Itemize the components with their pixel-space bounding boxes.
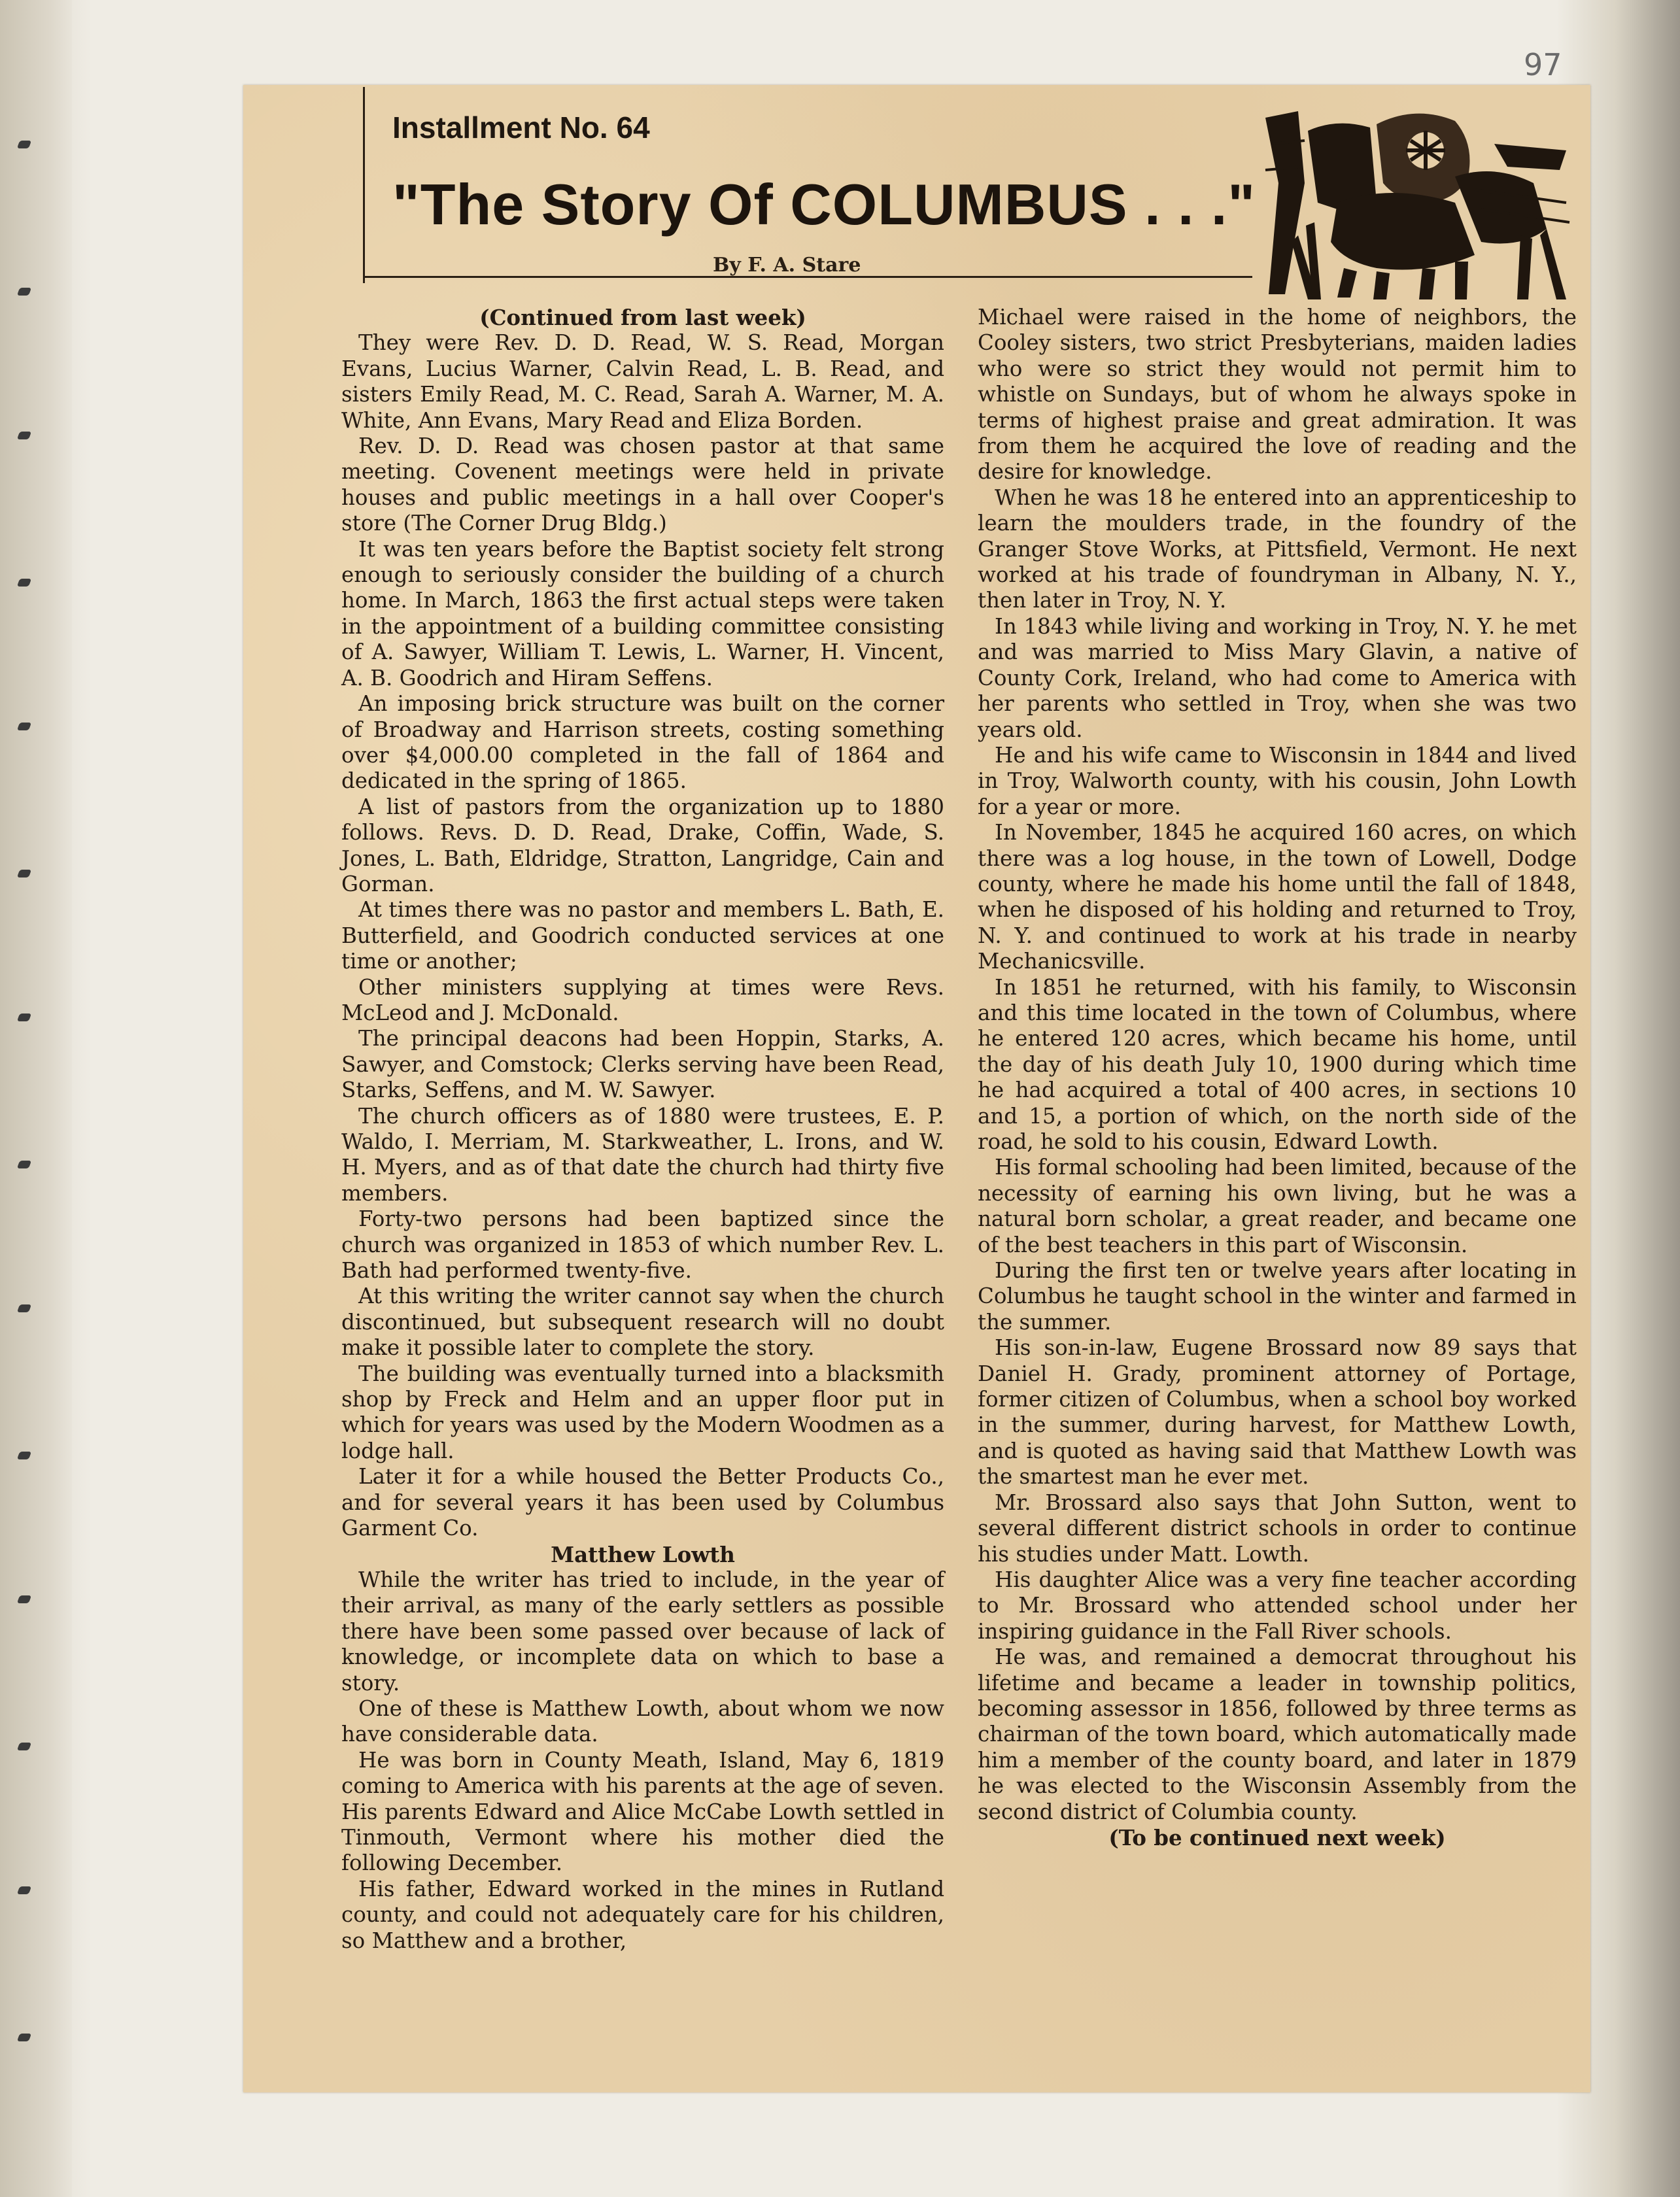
binder-strip [0,0,72,2197]
binder-hole [17,1886,31,1894]
right-column [978,305,1577,1850]
left-column [341,305,944,1954]
continued-note: (Continued from last week) [479,305,806,330]
binder-hole [17,432,31,439]
paragraph: Rev. D. D. Read was chosen pastor at that same meeting. Covenent meetings were held in private houses and public meetings in a hall over Cooper's store (The Corner Drug Bldg.) [341,434,944,536]
paragraph: The building was eventually turned into a blacksmith shop by Freck and Helm and an upper floor put in which for years was used by the Modern Woodmen as a lodge hall. [341,1361,944,1463]
paragraph: He was born in County Meath, Island, May 6, 1819 coming to America with his parents at the age of seven. His parents Edward and Alice McCabe Lowth settled in Tinmouth, Vermont where his mother died the following December. [341,1747,944,1876]
paragraph: His daughter Alice was a very fine teacher according to Mr. Brossard who attended school under her inspiring guidance in the Fall River schools. [978,1567,1577,1644]
binder-hole [17,288,31,296]
paragraph: In 1851 he returned, with his family, to Wisconsin and this time located in the town of Columbus, where he entered 120 acres, which became his home, until the day of his death July 10, 1900 during which time he had acquired a total of 400 acres, in sections 10 and 15, a portion of which, on the north side of the road, he sold to his cousin, Edward Lowth. [978,974,1577,1154]
paragraph: In 1843 while living and working in Troy, N. Y. he met and was married to Miss Mary Glavin, a native of County Cork, Ireland, who had come to America with her parents who settled in Troy, when she was two years old. [978,613,1577,742]
paragraph: While the writer has tried to include, in the year of their arrival, as many of the early settlers as possible there have been some passed over because of lack of knowledge, or incomplete data on which to base a story. [341,1567,944,1695]
binder-hole [17,1161,31,1168]
paragraph: Forty-two persons had been baptized since the church was organized in 1853 of which number Rev. L. Bath had performed twenty-five. [341,1206,944,1284]
paragraph: One of these is Matthew Lowth, about whom we now have considerable data. [341,1695,944,1747]
byline: By F. A. Stare [713,254,861,277]
paragraph: They were Rev. D. D. Read, W. S. Read, Morgan Evans, Lucius Warner, Calvin Read, L. B. Read, and sisters Emily Read, M. C. Read, Sarah A. Warner, M. A. White, Ann Evans, Mary Read and Eliza Borden. [341,330,944,433]
binder-hole [17,141,31,148]
binder-hole [17,870,31,877]
binder-hole [17,579,31,587]
binder-hole [17,1595,31,1603]
binder-hole [17,1304,31,1312]
header-rule-vertical [363,87,365,283]
paragraph: He and his wife came to Wisconsin in 1844 and lived in Troy, Walworth county, with his cousin, John Lowth for a year or more. [978,742,1577,819]
paragraph: At times there was no pastor and members L. Bath, E. Butterfield, and Goodrich conducted services at one time or another; [341,897,944,974]
paragraph: In November, 1845 he acquired 160 acres, on which there was a log house, in the town of Lowell, Dodge county, where he made his home until the fall of 1848, when he disposed of his holding and returned to Troy, N. Y. and continued to work at his trade in nearby Mechanicsville. [978,820,1577,974]
paragraph: He was, and remained a democrat throughout his lifetime and became a leader in township politics, becoming assessor in 1856, followed by three terms as chairman of the town board, which automatically made him a member of the county board, and later in 1879 he was elected to the Wisconsin Assembly from the second district of Columbia county. [978,1644,1577,1824]
paragraph: The church officers as of 1880 were trustees, E. P. Waldo, I. Merriam, M. Starkweather, L. Irons, and W. H. Myers, and as of that date the church had thirty five members. [341,1103,944,1206]
binder-hole [17,723,31,730]
paragraph: When he was 18 he entered into an apprenticeship to learn the moulders trade, in the foundry of the Granger Stove Works, at Pittsfield, Vermont. He next worked at his trade of foundryman in Albany, N. Y., then later in Troy, N. Y. [978,485,1577,613]
paragraph: His formal schooling had been limited, because of the necessity of earning his own living, but he was a natural born scholar, a great reader, and became one of the best teachers in this part of Wisconsin. [978,1155,1577,1257]
binder-hole [17,1743,31,1750]
paragraph: A list of pastors from the organization up to 1880 follows. Revs. D. D. Read, Drake, Coffin, Wade, S. Jones, L. Bath, Eldridge, Stratton, Langridge, Cain and Gorman. [341,794,944,896]
paragraph: Other ministers supplying at times were Revs. McLeod and J. McDonald. [341,974,944,1025]
paragraph: Michael were raised in the home of neighbors, the Cooley sisters, two strict Presbyterians, maiden ladies who were so strict they would not permit him to whistle on Sundays, but of whom he always spoke in terms of highest praise and great admiration. It was from them he acquired the love of reading and the desire for knowledge. [978,305,1577,485]
binder-hole [17,1452,31,1459]
binder-hole [17,2034,31,2041]
paragraph: His son-in-law, Eugene Brossard now 89 says that Daniel H. Grady, prominent attorney of Portage, former citizen of Columbus, when a school boy worked in the summer, during harvest, for Matthew Lowth, and is quoted as having said that Matthew Lowth was the smartest man he ever met. [978,1335,1577,1490]
installment-label: Installment No. 64 [392,111,650,145]
oxen-wagon-woodcut-icon [1259,105,1573,301]
binder-hole [17,1013,31,1021]
paragraph: An imposing brick structure was built on the corner of Broadway and Harrison streets, costing something over $4,000.00 completed in the fall of 1864 and dedicated in the spring of 1865. [341,691,944,794]
paragraph: Later it for a while housed the Better Products Co., and for several years it has been used by Columbus Garment Co. [341,1464,944,1541]
page-number: 97 [1524,47,1562,82]
paragraph: It was ten years before the Baptist society felt strong enough to seriously consider the building of a church home. In March, 1863 the first actual steps were taken in the appointment of a building committee consisting of A. Sawyer, William T. Lewis, L. Warner, H. Vincent, A. B. Goodrich and Hiram Seffens. [341,536,944,690]
paragraph: Mr. Brossard also says that John Sutton, went to several different district schools in order to continue his studies under Matt. Lowth. [978,1490,1577,1567]
paragraph: At this writing the writer cannot say when the church discontinued, but subsequent research will no doubt make it possible later to complete the story. [341,1284,944,1361]
article-title: "The Story Of COLUMBUS . . ." [392,172,1256,237]
paragraph: During the first ten or twelve years after locating in Columbus he taught school in the winter and farmed in the summer. [978,1258,1577,1335]
paragraph: The principal deacons had been Hoppin, Starks, A. Sawyer, and Comstock; Clerks serving have been Read, Starks, Seffens, and M. W. Sawyer. [341,1026,944,1103]
to-be-continued-note: (To be continued next week) [1108,1824,1446,1850]
paragraph: His father, Edward worked in the mines in Rutland county, and could not adequately care for his children, so Matthew and a brother, [341,1876,944,1953]
section-subhead: Matthew Lowth [551,1541,735,1567]
